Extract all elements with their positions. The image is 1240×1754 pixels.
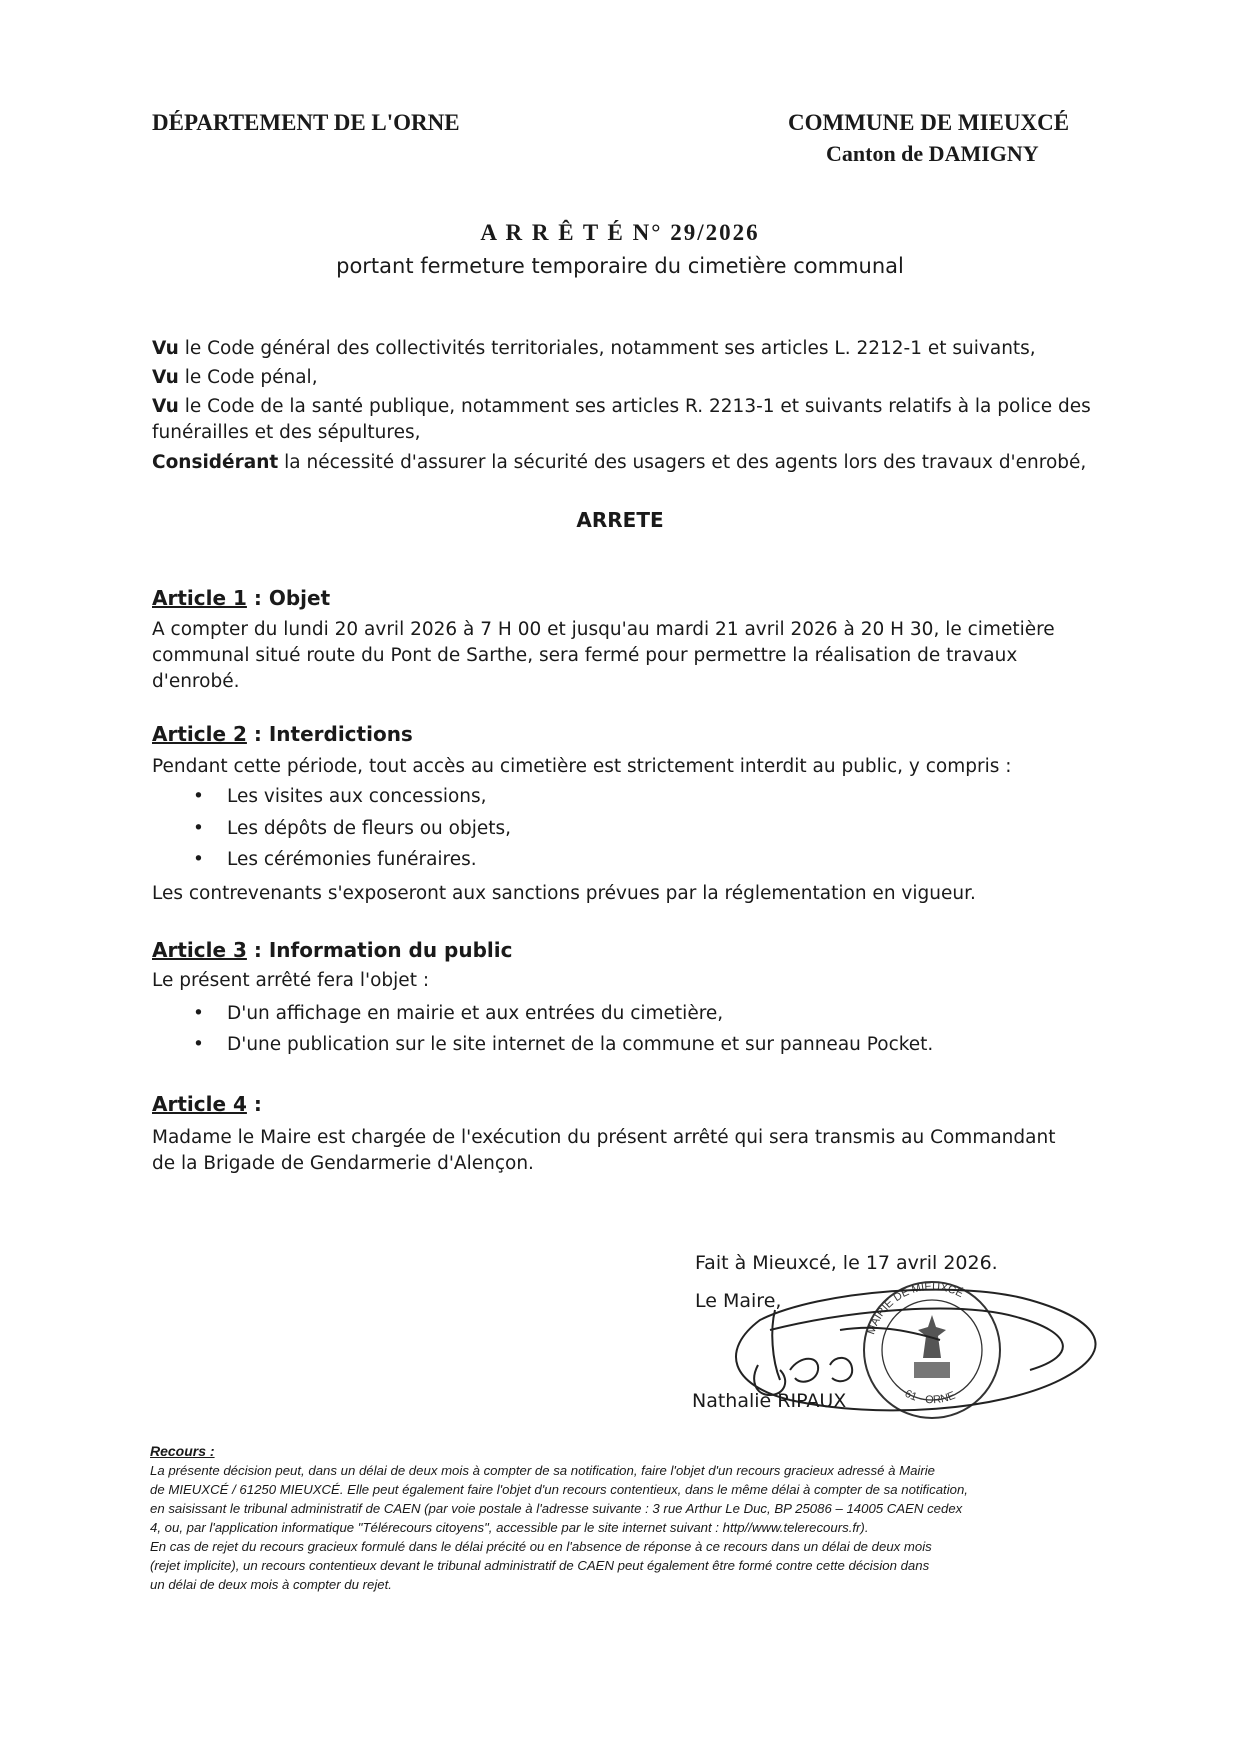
consideration-line: funérailles et des sépultures, [152,422,421,443]
commune-heading: COMMUNE DE MIEUXCÉ [788,110,1070,135]
article-1-line: communal situé route du Pont de Sarthe, sera fermé pour permettre la réalisation de travaux [152,645,1018,666]
canton-heading: Canton de DAMIGNY [826,141,1039,166]
mairie-stamp [864,1281,1000,1418]
bullet-item: • D'un affichage en mairie et aux entrées du cimetière, [193,1003,724,1024]
bullet-item: • D'une publication sur le site internet de la commune et sur panneau Pocket. [193,1034,934,1055]
department-heading: DÉPARTEMENT DE L'ORNE [152,110,460,135]
place-date: Fait à Mieuxcé, le 17 avril 2026. [695,1252,998,1274]
bullet-icon: • [193,1003,204,1024]
consideration-line: Considérant la nécessité d'assurer la sécurité des usagers et des agents lors des travaux d'enrobé, [152,452,1087,473]
recours-line: en saisissant le tribunal administratif de CAEN (par voie postale à l'adresse suivante : 3 rue Arthur Le Duc, BP 25086 – 14005 CAEN cedex [150,1501,963,1516]
article-4-title: Article 4 : [152,1092,262,1116]
svg-text:MAIRIE DE MIEUXCÉ: MAIRIE DE MIEUXCÉ [865,1280,966,1337]
consideration-line: Vu le Code pénal, [152,367,318,388]
arrete-subject: portant fermeture temporaire du cimetière communal [336,254,904,278]
article-2-title: Article 2 : Interdictions [152,722,413,746]
recours-title: Recours : [150,1443,215,1459]
article-1-line: A compter du lundi 20 avril 2026 à 7 H 00 et jusqu'au mardi 21 avril 2026 à 20 H 30, le cimetière [152,619,1055,640]
article-3-intro: Le présent arrêté fera l'objet : [152,970,430,991]
bullet-icon: • [193,1034,204,1055]
recours-line: 4, ou, par l'application informatique "Télérecours citoyens", accessible par le site internet suivant : http//www.telerecours.fr). [150,1520,869,1535]
consideration-line: Vu le Code de la santé publique, notamment ses articles R. 2213-1 et suivants relatifs à la police des [152,396,1091,417]
article-1-title: Article 1 : Objet [152,586,331,610]
svg-text:61 - ORNE: 61 - ORNE [902,1387,958,1407]
arrete-number: A R R Ê T É N° 29/2026 [480,220,760,245]
bullet-icon: • [193,786,204,807]
article-3-title: Article 3 : Information du public [152,938,513,962]
bullet-item: • Les dépôts de fleurs ou objets, [193,818,512,839]
recours-line: La présente décision peut, dans un délai de deux mois à compter de sa notification, faire l'objet d'un recours gracieux adressé à Mairie [150,1463,936,1478]
bullet-item: • Les visites aux concessions, [193,786,487,807]
article-4-line: Madame le Maire est chargée de l'exécution du présent arrêté qui sera transmis au Commandant [152,1127,1056,1148]
arrete-heading: ARRETE [576,508,664,532]
signature-stamp-graphic [700,1270,1120,1440]
article-2-outro: Les contrevenants s'exposeront aux sanctions prévues par la réglementation en vigueur. [152,883,976,904]
bullet-icon: • [193,818,204,839]
recours-line: En cas de rejet du recours gracieux formulé dans le délai précité ou en l'absence de réponse à ce recours dans un délai de deux mois [150,1539,932,1554]
signatory-name: Nathalie RIPAUX [692,1390,847,1412]
recours-line: un délai de deux mois à compter du rejet. [150,1577,392,1592]
article-4-line: de la Brigade de Gendarmerie d'Alençon. [152,1153,534,1174]
bullet-icon: • [193,849,204,870]
article-1-line: d'enrobé. [152,671,240,692]
recours-line: de MIEUXCÉ / 61250 MIEUXCÉ. Elle peut également faire l'objet d'un recours contentieux, dans le même délai à compter de sa notification, [150,1482,968,1497]
article-2-intro: Pendant cette période, tout accès au cimetière est strictement interdit au public, y compris : [152,756,1012,777]
recours-line: (rejet implicite), un recours contentieux devant le tribunal administratif de CAEN peut également être formé contre cette décision dans [150,1558,930,1573]
signatory-role: Le Maire, [695,1290,782,1312]
bullet-item: • Les cérémonies funéraires. [193,849,477,870]
consideration-line: Vu le Code général des collectivités territoriales, notamment ses articles L. 2212-1 et suivants, [152,338,1036,359]
